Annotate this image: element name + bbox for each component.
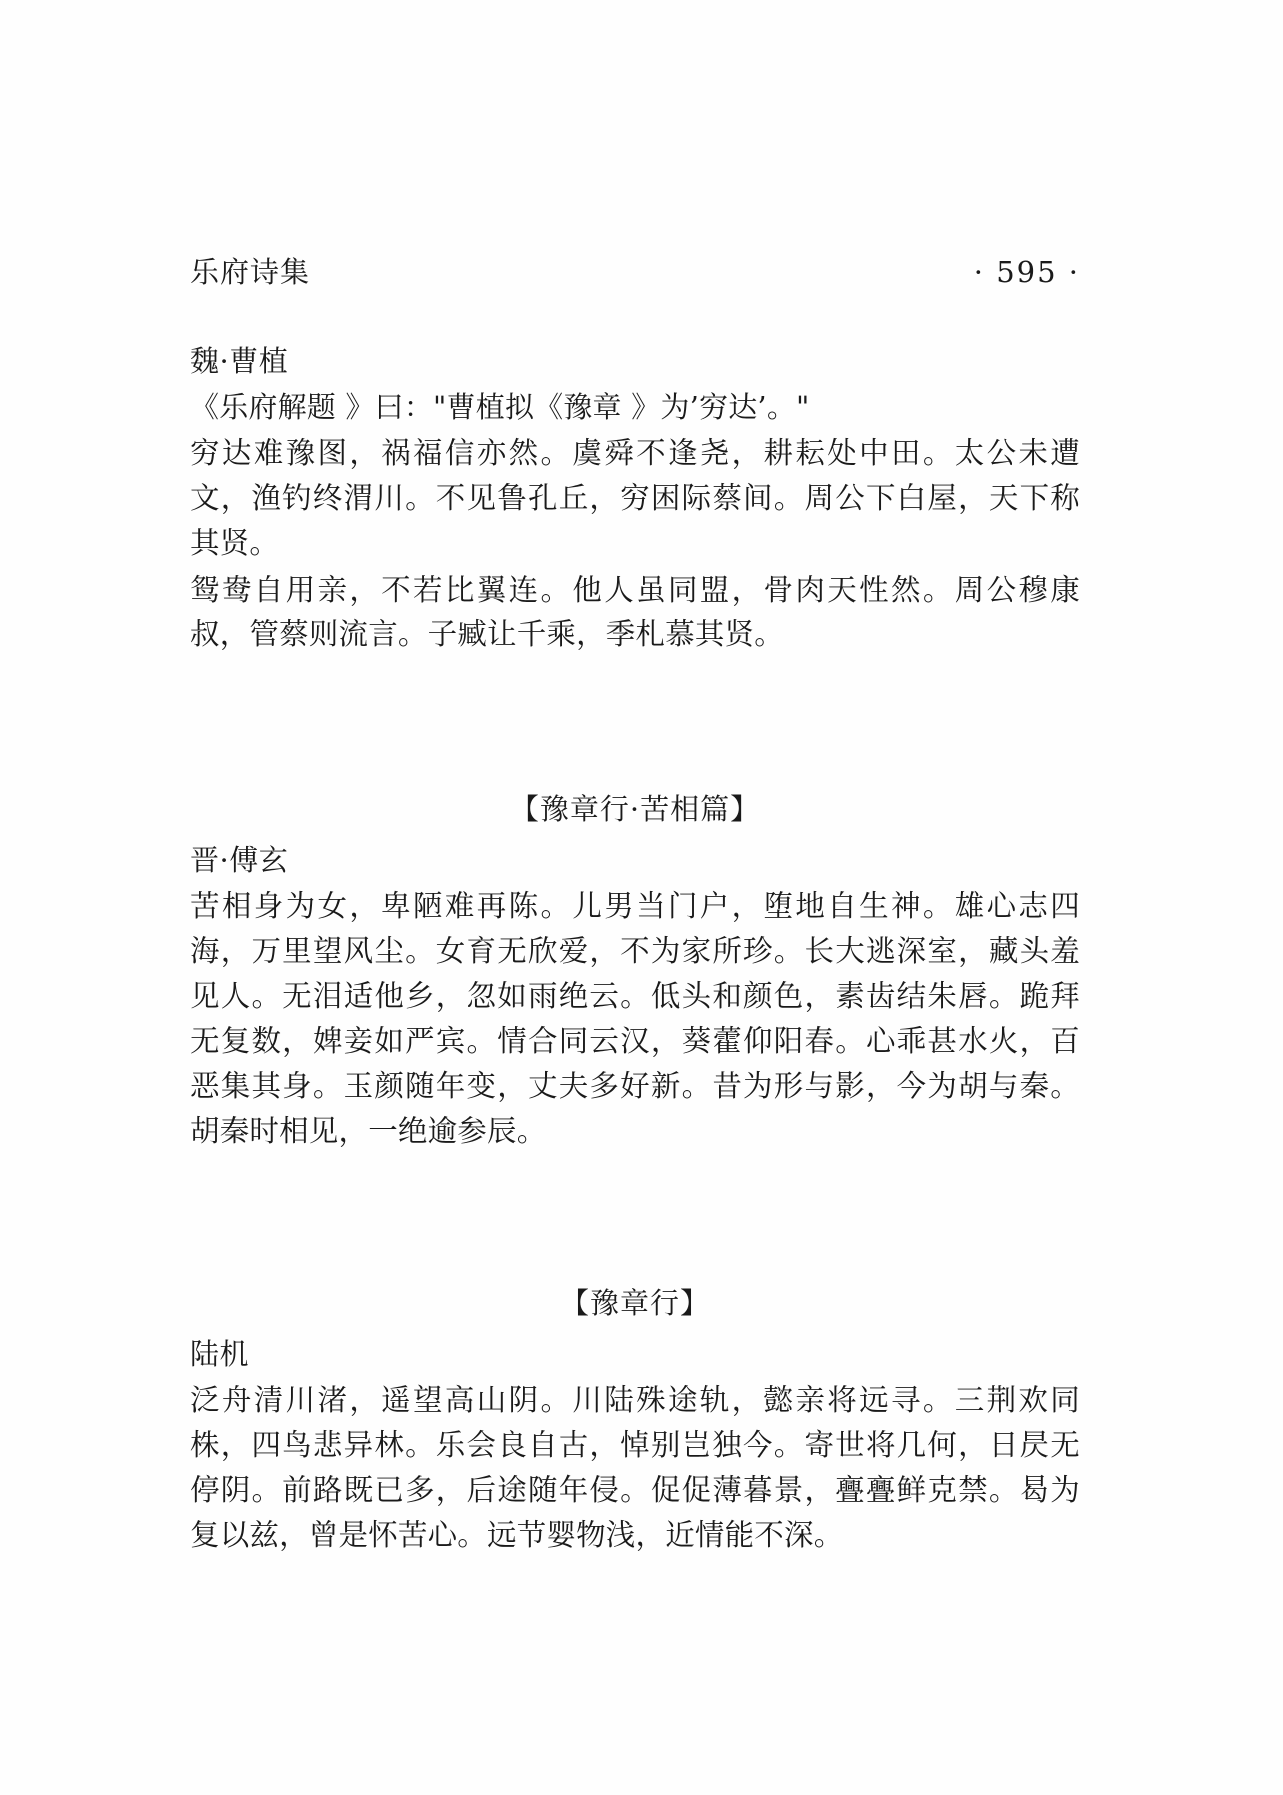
poem-paragraph: 苦相身为女，卑陋难再陈。儿男当门户，堕地自生神。雄心志四海，万里望风尘。女育无欣爱，不为家所珍。长大逃深室，藏头羞见人。无泪适他乡，忽如雨绝云。低头和颜色，素齿结朱唇。跪拜无复数，婢妾如严宾。情合同云汉，葵藿仰阳春。心乖甚水火，百恶集其身。玉颜随年变，丈夫多好新。昔为形与影，今为胡与秦。胡秦时相见，一绝逾参辰。 — [190, 889, 1080, 1148]
poem-attribution: 晋·傅玄 — [190, 843, 289, 878]
poem-title: 【豫章行·苦相篇】 — [509, 792, 761, 827]
section-spacer — [190, 657, 1080, 787]
book-title: 乐府诗集 — [190, 255, 311, 289]
poem-note: 《乐府解题 》曰："曹植拟《豫章 》为’穷达’。" — [190, 390, 810, 425]
running-head — [190, 250, 1080, 291]
section-spacer — [190, 1153, 1080, 1281]
poem-paragraph: 穷达难豫图，祸福信亦然。虞舜不逢尧，耕耘处中田。太公未遭文，渔钓终渭川。不见鲁孔丘，穷困际蔡间。周公下白屋，天下称其贤。 — [190, 436, 1080, 560]
poem-section-1 — [190, 339, 1080, 657]
poem-title: 【豫章行】 — [559, 1286, 710, 1321]
page-number: · 595 · — [973, 255, 1080, 289]
poem-paragraph: 鸳鸯自用亲，不若比翼连。他人虽同盟，骨肉天性然。周公穆康叔，管蔡则流言。子臧让千乘，季札慕其贤。 — [190, 572, 1080, 652]
poem-attribution: 陆机 — [190, 1337, 250, 1372]
page-content — [190, 250, 1080, 1558]
poem-section-2 — [190, 787, 1080, 1153]
poem-paragraph: 泛舟清川渚，遥望高山阴。川陆殊途轨，懿亲将远寻。三荆欢同株，四鸟悲异林。乐会良自古，悼别岂独今。寄世将几何，日昃无停阴。前路既已多，后途随年侵。促促薄暮景，亹亹鲜克禁。曷为复以兹，曾是怀苦心。远节婴物浅，近情能不深。 — [190, 1383, 1080, 1552]
poem-attribution: 魏·曹植 — [190, 344, 289, 378]
poem-section-3 — [190, 1281, 1080, 1557]
